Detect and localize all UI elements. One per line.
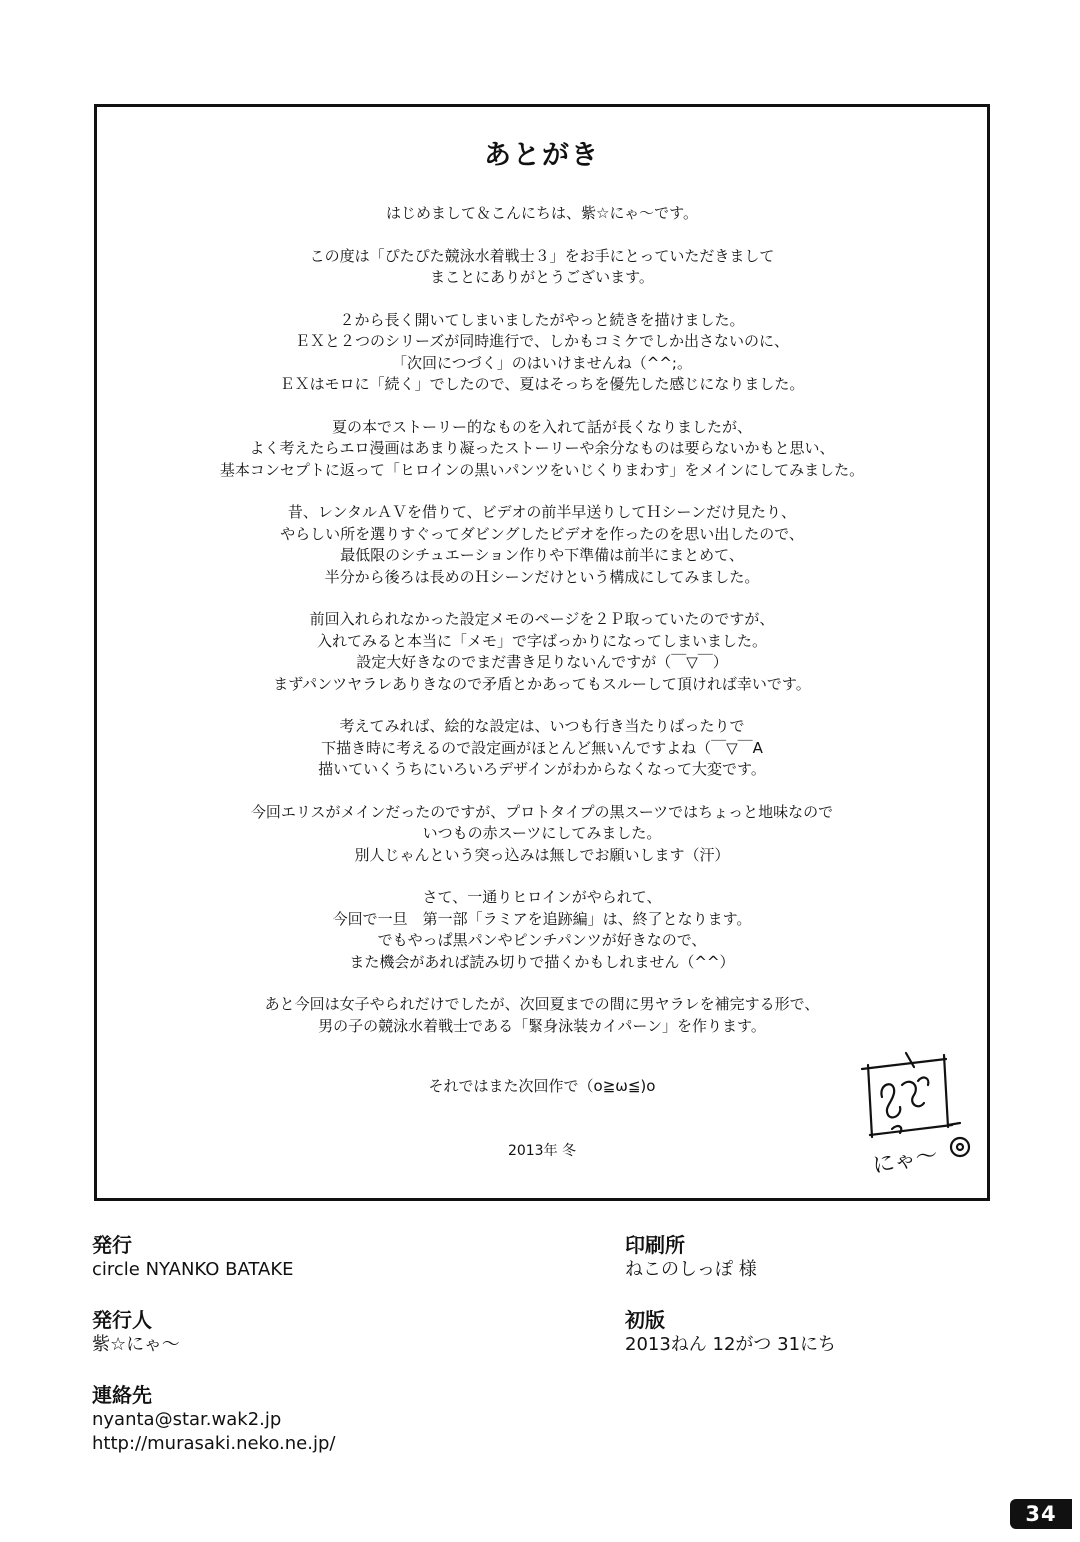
afterword-line: あと今回は女子やられだけでしたが、次回夏までの間に男ヤラレを補完する形で、	[264, 995, 820, 1013]
first-edition-block	[625, 1307, 836, 1357]
svg-text:にゃ〜: にゃ〜	[870, 1142, 940, 1179]
afterword-line: 夏の本でストーリー的なものを入れて話が長くなりましたが、	[331, 417, 752, 436]
afterword-line: 「次回につづく」のはいけませんね（^^;。	[392, 353, 692, 372]
afterword-line: はじめまして＆こんにちは、紫☆にゃ〜です。	[386, 204, 698, 222]
printer-block	[625, 1232, 757, 1282]
afterword-line: 基本コンセプトに返って「ヒロインの黒いパンツをいじくりまわす」をメインにしてみました。	[219, 460, 865, 479]
afterword-line: また機会があれば読み切りで描くかもしれません（^^）	[349, 952, 735, 971]
afterword-line: ２から長く開いてしまいましたがやっと続きを描けました。	[339, 310, 745, 329]
afterword-paragraph	[97, 609, 987, 695]
afterword-line: 今回エリスがメインだったのですが、プロトタイプの黒スーツではちょっと地味なので	[250, 802, 834, 821]
contact-label: 連絡先	[92, 1383, 152, 1407]
first-edition-label: 初版	[625, 1308, 665, 1332]
contact-email: nyanta@star.wak2.jp	[92, 1409, 282, 1430]
issuer-block	[92, 1307, 180, 1357]
afterword-line: 描いていくうちにいろいろデザインがわからなくなって大変です。	[318, 760, 766, 778]
afterword-paragraph	[97, 802, 987, 867]
afterword-box	[94, 104, 990, 1201]
afterword-line: 今回で一旦 第一部「ラミアを追跡編」は、終了となります。	[332, 909, 752, 928]
contact-block	[92, 1382, 335, 1456]
publisher-name: circle NYANKO BATAKE	[92, 1259, 294, 1280]
afterword-paragraph	[97, 994, 987, 1037]
contact-url: http://murasaki.neko.ne.jp/	[92, 1433, 336, 1454]
afterword-paragraph	[97, 203, 987, 225]
afterword-line: 下描き時に考えるので設定画がほとんど無いんですよね（￣▽￣A	[321, 738, 763, 757]
afterword-line: 昔、レンタルＡＶを借りて、ビデオの前半早送りしてＨシーンだけ見たり、	[287, 503, 797, 521]
afterword-line: いつもの赤スーツにしてみました。	[422, 824, 662, 842]
afterword-line: ＥＸはモロに「続く」でしたので、夏はそっちを優先した感じになりました。	[279, 375, 805, 393]
author-signature-sketch	[848, 1045, 978, 1185]
afterword-line: 半分から後ろは長めのＨシーンだけという構成にしてみました。	[324, 567, 760, 586]
afterword-line: 最低限のシチュエーション作りや下準備は前半にまとめて、	[340, 546, 744, 564]
afterword-paragraph	[97, 310, 987, 396]
afterword-line: まずパンツヤラレありきなので矛盾とかあってもスルーして頂ければ幸いです。	[273, 674, 811, 693]
afterword-paragraph	[97, 417, 987, 482]
afterword-line: やらしい所を選りすぐってダビングしたビデオを作ったのを思い出したので、	[280, 524, 804, 543]
afterword-line: よく考えたらエロ漫画はあまり凝ったストーリーや余分なものは要らないかもと思い、	[249, 439, 835, 457]
afterword-paragraph	[97, 887, 987, 973]
publisher-block	[92, 1232, 294, 1282]
afterword-date: 2013年 冬	[507, 1143, 577, 1159]
afterword-line: でもやっぱ黒パンやピンチパンツが好きなので、	[377, 931, 707, 949]
afterword-line: 入れてみると本当に「メモ」で字ばっかりになってしまいました。	[316, 631, 767, 650]
afterword-line: まことにありがとうございます。	[430, 268, 654, 286]
afterword-line: さて、一通りヒロインがやられて、	[422, 888, 662, 906]
page-number: 34	[1010, 1499, 1072, 1529]
publisher-label: 発行	[92, 1233, 132, 1257]
issuer-label: 発行人	[92, 1308, 152, 1332]
printer-label: 印刷所	[625, 1233, 685, 1257]
afterword-paragraph	[97, 716, 987, 781]
afterword-body	[97, 203, 987, 1058]
first-edition-date: 2013ねん 12がつ 31にち	[625, 1334, 837, 1355]
afterword-line: 前回入れられなかった設定メモのページを２Ｐ取っていたのですが、	[309, 610, 775, 628]
afterword-closing: それではまた次回作で（o≧ω≦)o	[428, 1077, 656, 1095]
afterword-paragraph	[97, 246, 987, 289]
afterword-line: 男の子の競泳水着戦士である「緊身泳装カイパーン」を作ります。	[318, 1016, 766, 1035]
afterword-line: ＥＸと２つのシリーズが同時進行で、しかもコミケでしか出さないのに、	[295, 332, 789, 350]
afterword-paragraph	[97, 502, 987, 588]
afterword-line: この度は「ぴたぴた競泳水着戦士３」をお手にとっていただきまして	[309, 246, 775, 265]
afterword-line: 設定大好きなのでまだ書き足りないんですが（￣▽￣）	[356, 653, 728, 671]
issuer-name: 紫☆にゃ〜	[92, 1334, 180, 1355]
afterword-line: 別人じゃんという突っ込みは無しでお願いします（汗）	[354, 845, 730, 864]
afterword-line: 考えてみれば、絵的な設定は、いつも行き当たりばったりで	[339, 717, 745, 735]
printer-name: ねこのしっぽ 様	[625, 1259, 757, 1280]
afterword-title: あとがき	[484, 140, 600, 171]
